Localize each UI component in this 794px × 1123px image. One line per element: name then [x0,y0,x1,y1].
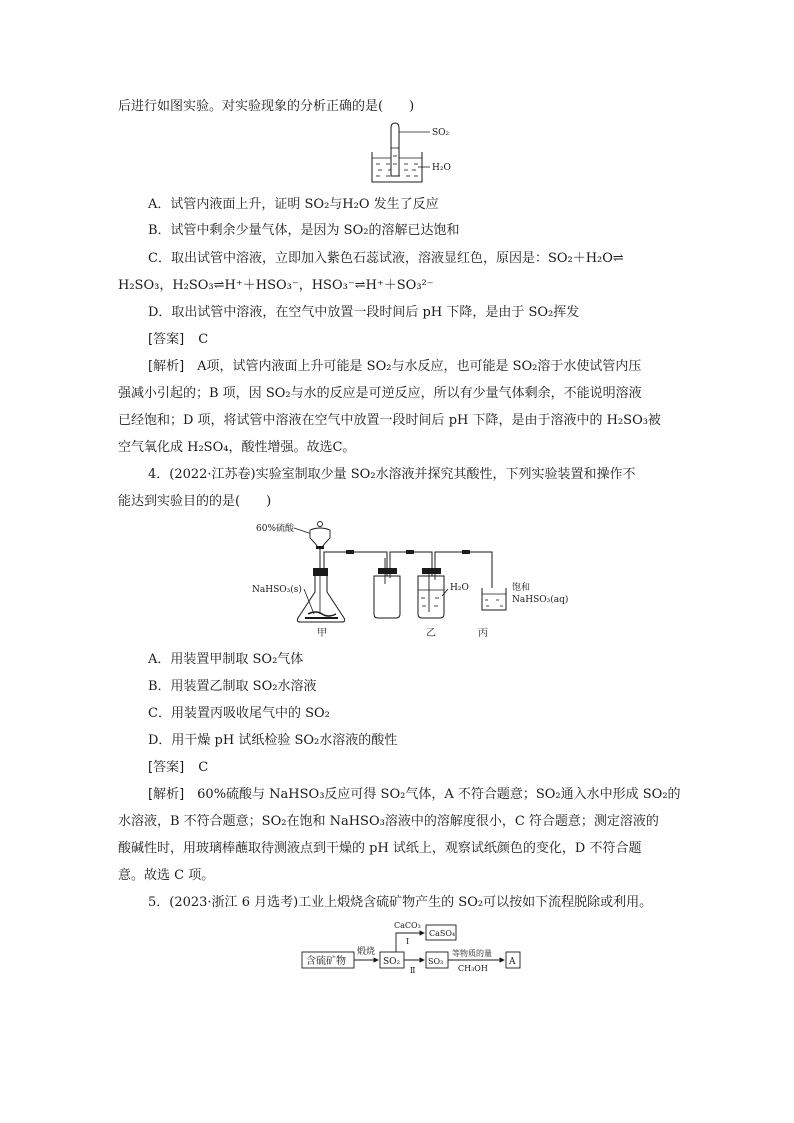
flow-ch3oh: CH₃OH [458,964,488,973]
answer-value: C [198,760,209,775]
answer-tag: [答案] [148,332,185,347]
flow-caso4: CaSO₄ [429,929,456,938]
q4-stem-line-1: 4．(2022·江苏卷)实验室制取少量 SO₂水溶液并探究其酸性，下列实验装置和操作不 [148,467,636,482]
flow-start: 含硫矿物 [306,956,346,967]
label-jia: 甲 [317,628,327,639]
q4-analysis-line-1 [148,786,681,804]
flow-roman-1: Ⅰ [406,937,410,946]
q4-option-a: A．用装置甲制取 SO₂气体 [148,652,304,667]
q4-option-b: B．用装置乙制取 SO₂水溶液 [148,679,317,694]
q4-analysis-line-2: 水溶液，B 不符合题意；SO₂在饱和 NaHSO₃溶液中的溶解度很小，C 符合题意；测定溶液的 [118,814,659,829]
h2o-label: H₂O [432,163,451,173]
water-label: H₂O [450,583,469,593]
q4-option-d: D．用干燥 pH 试纸检验 SO₂水溶液的酸性 [148,733,398,748]
q3-option-c-cont: H₂SO₃，H₂SO₃⇌H⁺＋HSO₃⁻，HSO₃⁻⇌H⁺＋SO₃²⁻ [118,278,434,293]
analysis-tag: [解析] [148,787,185,802]
answer-value: C [198,332,209,347]
q3-option-c: C．取出试管中溶液，立即加入紫色石蕊试液，溶液显红色，原因是：SO₂＋H₂O⇌ [148,251,624,266]
flow-equal-amount: 等物质的量 [452,949,492,958]
q4-analysis-line-3: 酸碱性时，用玻璃棒蘸取待测液点到干燥的 pH 试纸上，观察试纸颜色的变化，D 不符合题 [118,841,642,856]
q3-analysis-line-3: 已经饱和；D 项，将试管中溶液在空气中放置一段时间后 pH 下降，是由于溶液中的 H₂SO₃被 [118,413,661,428]
flow-calcine: 煅烧 [357,947,376,957]
acid-label: 60%硫酸 [256,524,295,534]
analysis-tag: [解析] [148,359,185,374]
label-bing: 丙 [478,628,488,639]
q3-answer-row [148,331,208,349]
flow-roman-2: Ⅱ [410,966,416,975]
analysis-text: A项，试管内液面上升可能是 SO₂与水反应，也可能是 SO₂溶于水使试管内压 [184,359,642,374]
q4-analysis-line-4: 意。故选 C 项。 [118,868,215,883]
analysis-text: 60%硫酸与 NaHSO₃反应可得 SO₂气体，A 不符合题意；SO₂通入水中形成 SO₂的 [184,787,681,802]
q3-analysis-line-4: 空气氧化成 H₂SO₄，酸性增强。故选C。 [118,440,356,455]
flow-caco3: CaCO₃ [394,921,421,930]
q3-stem: 后进行如图实验。对实验现象的分析正确的是( ) [118,99,415,114]
sat-label-2: NaHSO₃(aq) [512,595,569,605]
q3-option-a: A．试管内液面上升，证明 SO₂与H₂O 发生了反应 [148,197,439,212]
q3-option-b: B．试管中剩余少量气体，是因为 SO₂的溶解已达饱和 [148,223,460,238]
q3-option-d: D．取出试管中溶液，在空气中放置一段时间后 pH 下降，是由于 SO₂挥发 [148,305,580,320]
q3-analysis-line-1 [148,358,641,376]
flow-so3: SO₃ [428,957,444,966]
q4-option-c: C．用装置丙吸收尾气中的 SO₂ [148,706,330,721]
label-yi: 乙 [426,628,436,639]
flow-product: A [509,957,516,967]
solid-label: NaHSO₃(s) [252,585,302,595]
flow-so2: SO₂ [383,957,401,967]
q3-figure [360,118,480,190]
q4-apparatus-figure [250,518,569,643]
q5-flow-diagram [296,916,532,974]
answer-tag: [答案] [148,760,185,775]
q3-analysis-line-2: 强减小引起的；B 项，因 SO₂与水的反应是可逆反应，所以有少量气体剩余，不能说明溶液 [118,386,642,401]
so2-label: SO₂ [432,128,450,138]
q4-stem-line-2: 能达到实验目的的是( ) [118,494,272,509]
q4-answer-row [148,759,208,777]
q5-stem: 5．(2023·浙江 6 月选考)工业上煅烧含硫矿物产生的 SO₂可以按如下流程脱除或利用。 [148,895,653,910]
sat-label-1: 饱和 [512,583,531,593]
